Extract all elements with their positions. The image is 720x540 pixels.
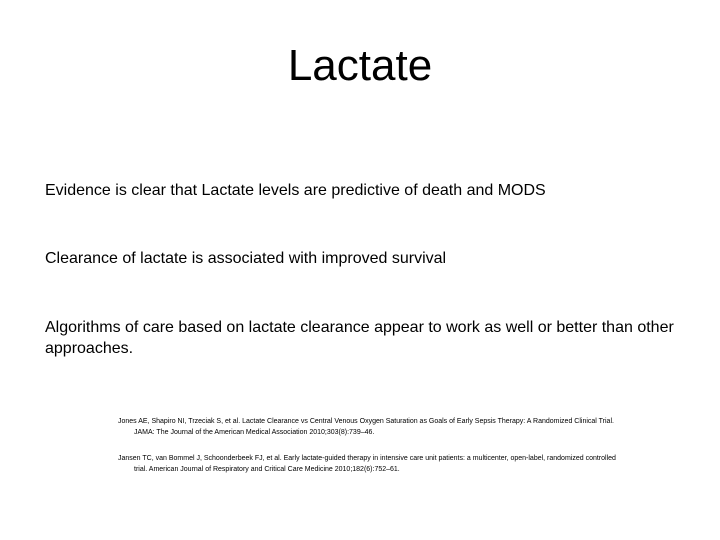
slide-title: Lactate xyxy=(287,41,433,90)
reference-jones: Jones AE, Shapiro NI, Trzeciak S, et al. Lactate Clearance vs Central Venous Oxygen Saturation as Goals of Early Sepsis Therapy: A Randomized Clinical Trial. JAMA: The Journal of the American Medical Association 2010;303(8):739–46. xyxy=(118,418,614,436)
bullet-lactate-clearance: Clearance of lactate is associated with improved survival xyxy=(45,250,447,267)
reference-jansen: Jansen TC, van Bommel J, Schoonderbeek FJ, et al. Early lactate-guided therapy in intensive care unit patients: a multicenter, open-label, randomized controlled trial. American Journal of Respiratory and Critical Care Medicine 2010;182(6):752–61. xyxy=(118,455,616,473)
bullet-algorithms-of-care: Algorithms of care based on lactate clearance appear to work as well or better than other approaches. xyxy=(45,319,674,357)
references xyxy=(118,416,618,490)
bullet-lactate-predictive: Evidence is clear that Lactate levels are predictive of death and MODS xyxy=(45,182,546,199)
